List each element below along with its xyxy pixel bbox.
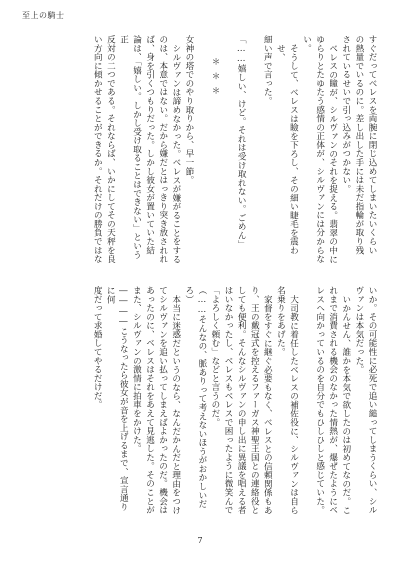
text-column: しても便利。そんなシルヴァンの申し出に異議を唱える者 <box>236 286 247 515</box>
text-column: ベレスの瞳が、シルヴァンのそれを捉える。翡翠の中に <box>327 44 338 264</box>
text-column: ゆらりとたゆたう感情の正体が、シルヴァンには分からな <box>314 35 325 264</box>
text-column: また、シルヴァンの激情に拍車をかけた。 <box>131 286 142 453</box>
text-column: レスへ向かっているのを自分でもひしひしと感じていた。 <box>314 286 325 515</box>
text-block-upper <box>28 35 378 265</box>
running-header-title: 至上の騎士 <box>22 11 65 20</box>
text-column: いかんせん、誰かを本気で欲したのは初めてなのだ。こ <box>340 295 351 515</box>
dialogue-column: 「よろしく頼む」などと言うのだ。 <box>209 286 220 427</box>
text-column: い。 <box>301 35 312 53</box>
text-column: り、王の戴冠式を控えるファーガス神聖王国との連絡役と <box>249 286 260 515</box>
text-column: のは、本意ではない。だから嫌だとはっきり突き放されれ <box>157 35 168 264</box>
text-column: されているせいで引っ込みがつかない。 <box>340 35 351 194</box>
blank-line <box>247 35 260 265</box>
section-break-asterisks: ＊＊＊ <box>210 57 221 101</box>
text-column: れまで消費される機会のなかった情熱が、爆ぜたようにベ <box>327 286 338 515</box>
text-block-lower <box>28 286 378 518</box>
text-column: 本当に迷惑だというのなら、なんだかんだと理由をつけ <box>170 295 181 515</box>
text-column: 女神の塔でのやり取りから、早一節。 <box>183 35 194 185</box>
text-column: てシルヴァンを追い払ってしまえばよかったのだ。機会は <box>157 286 168 515</box>
blank-line <box>195 35 208 265</box>
text-column: あったのに、ベレスはそれをあえて見逃した。そのことが <box>144 286 155 515</box>
text-column: 細い声で言った。 <box>262 35 273 106</box>
text-column: はいなかったし、ベレスもベレスで困ったように微笑んで <box>223 286 234 515</box>
inner-thought-column: （……そんなの、脈ありって考えないほうがおかしいだろ） <box>183 286 207 509</box>
text-column: 名乗りをあげた。 <box>275 286 286 357</box>
dialogue-column: 「……嬉しい、けど。それは受け取れない。ごめん」 <box>236 35 247 249</box>
text-column: いか。その可能性に必死で追い縋ってしまうくらい、シル <box>367 286 377 515</box>
text-column: すぐだってベレスを両腕に閉じ込めてしまいたいくらい <box>367 35 377 255</box>
blank-line <box>221 35 234 265</box>
text-column: ――――こうなったら彼女が音を上げるまで、宣言通りに何 <box>105 286 129 512</box>
blank-line <box>300 286 313 518</box>
text-column: 家督をすぐに継ぐ必要もなく、ベレスとの信頼関係もあ <box>262 295 273 515</box>
page-number: 7 <box>197 536 203 545</box>
text-column: 論は、「嬉しい。しかし受け取ることはできない」という正 <box>118 35 142 259</box>
text-column: 反対の二つである。それならば、いかにしてその天秤を良 <box>105 35 116 264</box>
text-column: ヴァンは本気だった。 <box>353 286 364 374</box>
text-column: シルヴァンは諦めなかった。ベレスが嫌がることをする <box>170 44 181 264</box>
text-column: そうして、ベレスは瞼を下ろし、その細い睫毛を震わせ、 <box>275 44 299 255</box>
text-column: 大司教に着任したベレスの補佐役に、シルヴァンは自ら <box>288 295 299 515</box>
text-column: い方向に傾かせることができるか。それだけの勝負ではな <box>92 35 103 264</box>
text-column: の熱量でいるのに。差し出した手には未だ指輪が取り残 <box>353 35 364 255</box>
text-column: ば、身を引くつもりだった。しかし彼女が置いていた結 <box>144 35 155 255</box>
text-column: 度だって求婚してやるだけだ。 <box>92 286 103 409</box>
